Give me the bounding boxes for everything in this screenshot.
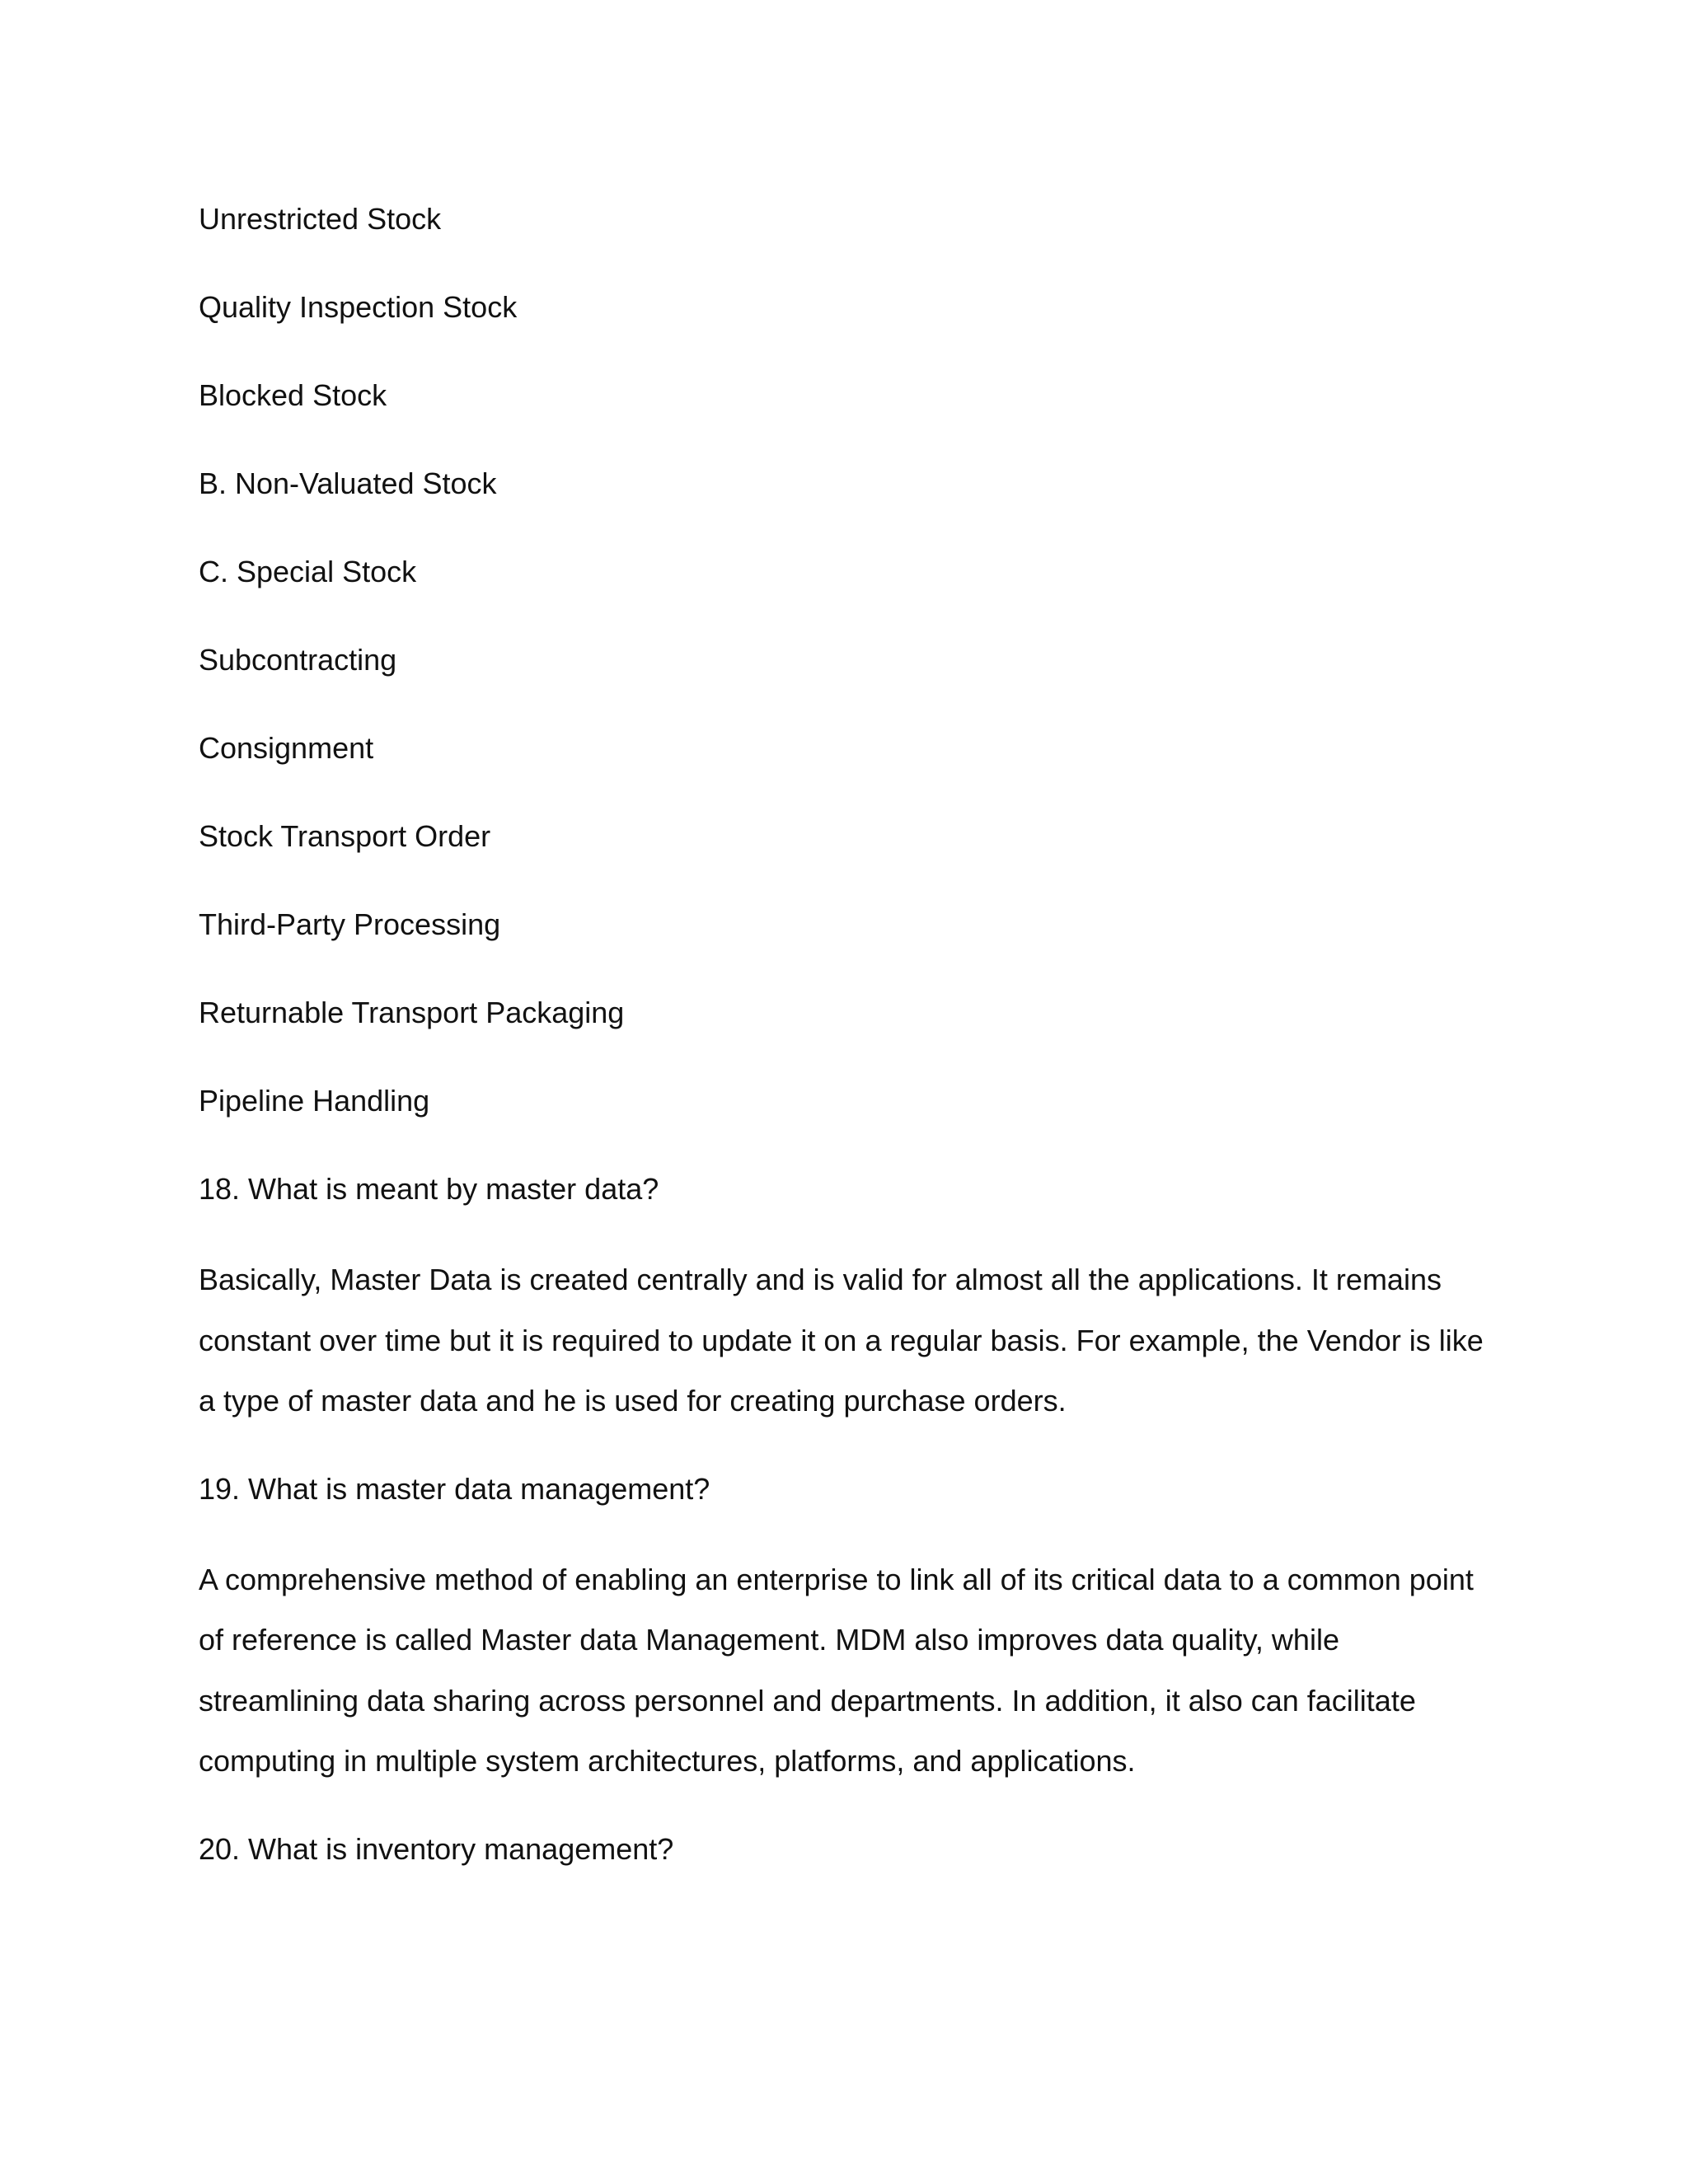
stock-category-heading: C. Special Stock	[199, 555, 417, 588]
special-stock-item: Consignment	[199, 731, 374, 765]
stock-type-item: Quality Inspection Stock	[199, 290, 518, 324]
stock-type-item: Unrestricted Stock	[199, 202, 442, 236]
document-body	[199, 191, 1501, 1910]
special-stock-item: Stock Transport Order	[199, 819, 491, 853]
special-stock-item: Returnable Transport Packaging	[199, 996, 625, 1029]
question-20: 20. What is inventory management?	[199, 1831, 674, 1866]
special-stock-item: Third-Party Processing	[199, 907, 501, 941]
special-stock-item: Pipeline Handling	[199, 1084, 430, 1118]
stock-category-heading: B. Non-Valuated Stock	[199, 466, 497, 500]
question-19: 19. What is master data management?	[199, 1471, 710, 1506]
stock-type-item: Blocked Stock	[199, 378, 387, 412]
answer-19: A comprehensive method of enabling an enterprise to link all of its critical data to a common point of reference is called Master data Management. MDM also improves data quality, while streamlining data sharing across personnel and departments. In addition, it also can facilitate computing in multiple system architectures, platforms, and applications.	[199, 1562, 1474, 1778]
question-18: 18. What is meant by master data?	[199, 1172, 659, 1206]
answer-18: Basically, Master Data is created centrally and is valid for almost all the applications. It remains constant over time but it is required to update it on a regular basis. For example, the Vendor is like a type of master data and he is used for creating purchase orders.	[199, 1263, 1484, 1418]
special-stock-item: Subcontracting	[199, 643, 397, 677]
